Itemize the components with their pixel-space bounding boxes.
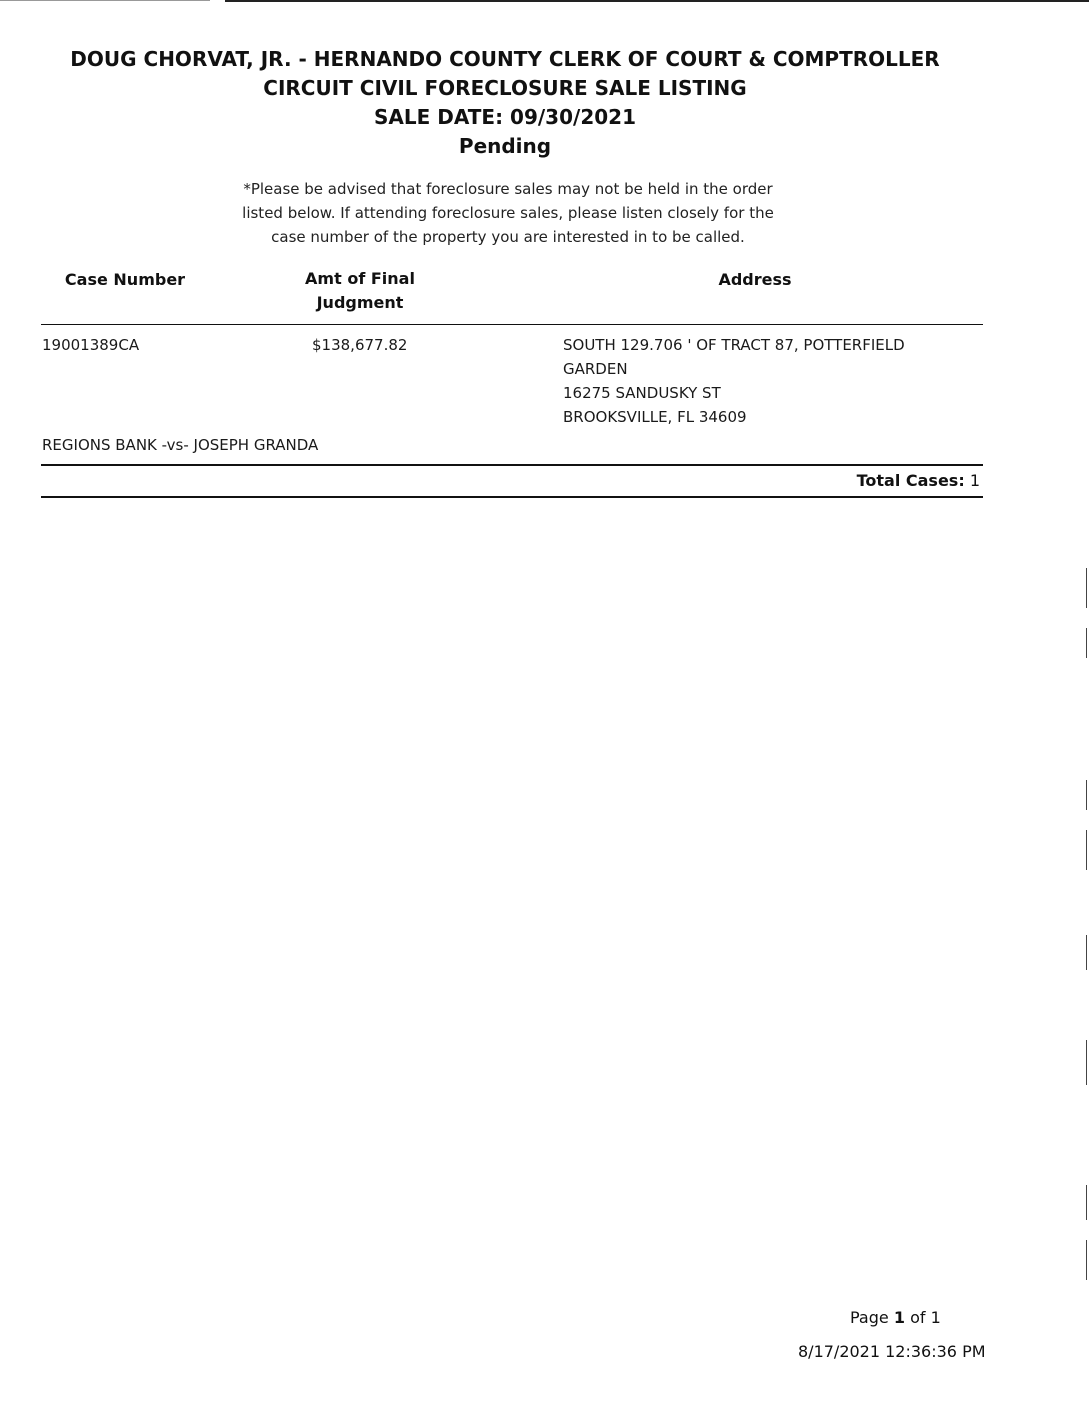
- page-number: [850, 1306, 941, 1330]
- table-end-divider: [41, 464, 983, 466]
- scan-edge-mark-3: [1086, 780, 1087, 810]
- sale-date: SALE DATE: 09/30/2021: [374, 105, 636, 129]
- total-cases: [857, 469, 980, 493]
- judgment-amount: $138,677.82: [312, 336, 408, 354]
- scan-edge-mark-4: [1086, 830, 1087, 870]
- address-line-2: GARDEN: [563, 360, 628, 378]
- scan-artifact-top: [225, 0, 1089, 2]
- column-header-address: Address: [718, 270, 792, 289]
- clerk-title: DOUG CHORVAT, JR. - HERNANDO COUNTY CLERK OF COURT & COMPTROLLER: [70, 47, 940, 71]
- column-header-amount-line-2: Judgment: [316, 293, 404, 312]
- advisory-notice: [200, 177, 816, 249]
- scan-edge-mark-1: [1086, 568, 1087, 608]
- notice-line-1: *Please be advised that foreclosure sales may not be held in the order: [243, 180, 773, 198]
- print-timestamp: 8/17/2021 12:36:36 PM: [798, 1342, 986, 1361]
- scan-edge-mark-5: [1086, 935, 1087, 970]
- column-header-case-number: Case Number: [64, 270, 186, 289]
- scan-edge-mark-6: [1086, 1040, 1087, 1085]
- address-line-1: SOUTH 129.706 ' OF TRACT 87, POTTERFIELD: [563, 336, 905, 354]
- total-cases-label: Total Cases:: [856, 471, 965, 490]
- page-current: 1: [893, 1308, 905, 1327]
- property-address: [563, 333, 963, 429]
- scan-edge-mark-8: [1086, 1240, 1087, 1280]
- sale-status: Pending: [458, 134, 552, 158]
- scan-edge-mark-2: [1086, 628, 1087, 658]
- header-divider: [41, 324, 983, 325]
- scan-artifact-left: [0, 0, 210, 1]
- notice-line-3: case number of the property you are interested in to be called.: [271, 228, 745, 246]
- case-parties: REGIONS BANK -vs- JOSEPH GRANDA: [42, 436, 319, 454]
- total-divider: [41, 496, 983, 498]
- address-line-4: BROOKSVILLE, FL 34609: [563, 408, 747, 426]
- address-line-3: 16275 SANDUSKY ST: [563, 384, 721, 402]
- total-cases-value: 1: [969, 471, 980, 490]
- page-total: of 1: [910, 1308, 941, 1327]
- page-label: Page: [850, 1308, 889, 1327]
- column-header-amount-line-1: Amt of Final: [305, 269, 415, 288]
- scan-edge-mark-7: [1086, 1185, 1087, 1220]
- notice-line-2: listed below. If attending foreclosure sales, please listen closely for the: [242, 204, 774, 222]
- column-header-amount: [285, 267, 435, 315]
- listing-title: CIRCUIT CIVIL FORECLOSURE SALE LISTING: [263, 76, 747, 100]
- case-number: 19001389CA: [42, 336, 140, 354]
